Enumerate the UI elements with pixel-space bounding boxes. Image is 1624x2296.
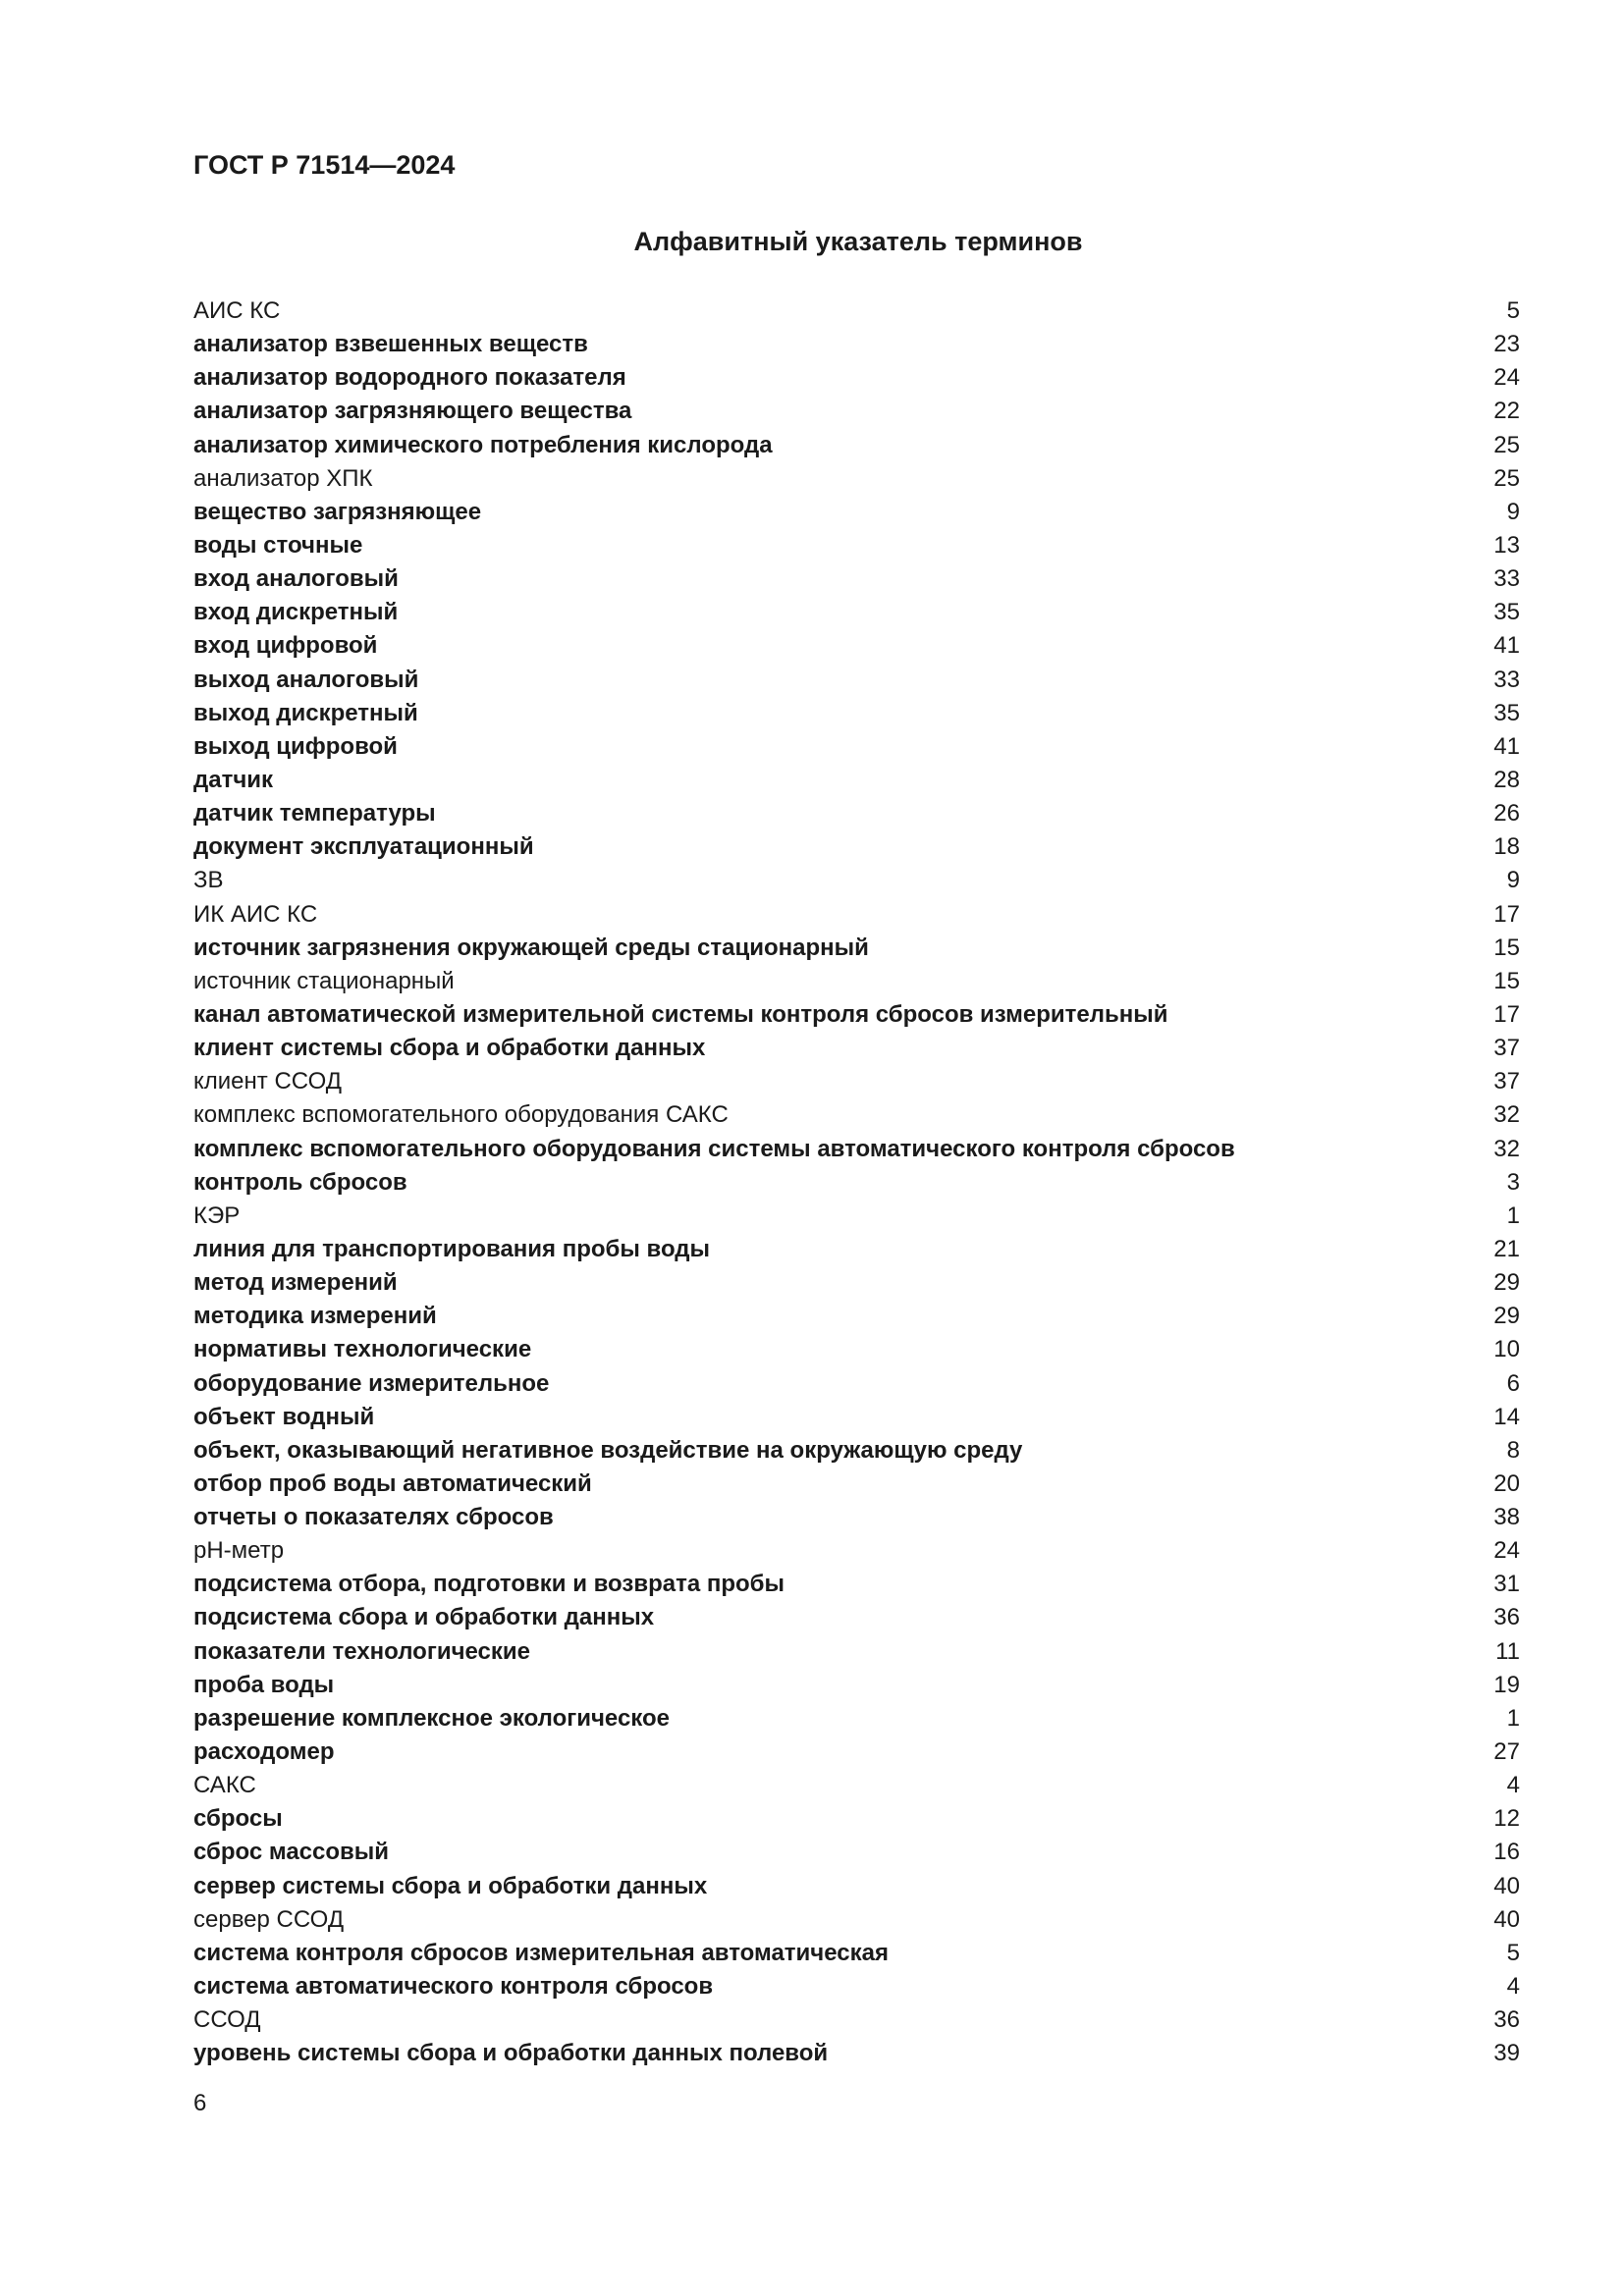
index-entry	[193, 1200, 1520, 1233]
index-entry	[193, 361, 1520, 395]
index-term: выход аналоговый	[193, 666, 419, 693]
index-term: разрешение комплексное экологическое	[193, 1704, 671, 1732]
index-term: вещество загрязняющее	[193, 498, 482, 525]
index-term: канал автоматической измерительной системы контроля сбросов измерительный	[193, 1000, 1168, 1028]
index-term: нормативы технологические	[193, 1336, 532, 1363]
index-entry	[193, 1300, 1520, 1333]
index-term: анализатор химического потребления кислорода	[193, 431, 773, 458]
index-term: воды сточные	[193, 531, 363, 559]
index-term: ИК АИС КС	[193, 900, 318, 928]
index-page-ref: 3	[1506, 1168, 1520, 1196]
index-entry	[193, 1970, 1520, 2003]
index-term: датчик	[193, 766, 274, 793]
index-page-ref: 33	[1493, 565, 1520, 593]
index-page-ref: 4	[1506, 1772, 1520, 1799]
index-term: метод измерений	[193, 1269, 398, 1297]
index-term: объект, оказывающий негативное воздействие на окружающую среду	[193, 1436, 1023, 1464]
index-term: оборудование измерительное	[193, 1369, 550, 1397]
index-entry	[193, 1601, 1520, 1634]
index-entry	[193, 1401, 1520, 1434]
index-term: выход цифровой	[193, 732, 398, 760]
index-page-ref: 29	[1493, 1303, 1520, 1330]
index-page-ref: 5	[1506, 297, 1520, 324]
index-term: линия для транспортирования пробы воды	[193, 1235, 711, 1262]
index-term: контроль сбросов	[193, 1168, 407, 1196]
index-term: ССОД	[193, 2006, 261, 2034]
index-term: pH-метр	[193, 1537, 285, 1565]
index-entry	[193, 294, 1520, 328]
index-page-ref: 37	[1493, 1035, 1520, 1062]
index-term: САКС	[193, 1772, 256, 1799]
index-term: подсистема отбора, подготовки и возврата пробы	[193, 1571, 785, 1598]
index-term: сервер системы сбора и обработки данных	[193, 1872, 708, 1899]
index-entry	[193, 596, 1520, 629]
index-entry	[193, 1836, 1520, 1869]
index-entry	[193, 1534, 1520, 1568]
index-term: анализатор водородного показателя	[193, 364, 626, 392]
index-entry	[193, 764, 1520, 797]
index-entry	[193, 797, 1520, 830]
index-term: подсистема сбора и обработки данных	[193, 1604, 655, 1631]
index-term: расходомер	[193, 1738, 335, 1766]
index-page-ref: 13	[1493, 531, 1520, 559]
index-page-ref: 1	[1506, 1201, 1520, 1229]
index-term: КЭР	[193, 1201, 241, 1229]
index-page-ref: 24	[1493, 1537, 1520, 1565]
index-term: отбор проб воды автоматический	[193, 1469, 592, 1497]
index-entry	[193, 730, 1520, 764]
index-page-ref: 36	[1493, 1604, 1520, 1631]
index-entry	[193, 462, 1520, 496]
index-entry	[193, 429, 1520, 462]
index-page-ref: 11	[1495, 1637, 1520, 1665]
index-page-ref: 25	[1493, 464, 1520, 492]
index-term: система автоматического контроля сбросов	[193, 1973, 714, 2001]
index-entry	[193, 1468, 1520, 1501]
index-entry	[193, 1065, 1520, 1098]
index-page-ref: 20	[1493, 1469, 1520, 1497]
index-term: отчеты о показателях сбросов	[193, 1504, 554, 1531]
index-page-ref: 33	[1493, 666, 1520, 693]
index-term: ЗВ	[193, 867, 224, 894]
index-entry	[193, 830, 1520, 864]
index-page-ref: 8	[1506, 1436, 1520, 1464]
index-page-ref: 25	[1493, 431, 1520, 458]
index-page-ref: 32	[1493, 1101, 1520, 1129]
index-entry	[193, 1166, 1520, 1200]
index-term: сбросы	[193, 1805, 283, 1833]
index-term: проба воды	[193, 1671, 335, 1698]
index-term: источник стационарный	[193, 967, 455, 994]
index-entry	[193, 529, 1520, 562]
index-page-ref: 9	[1506, 867, 1520, 894]
index-entry	[193, 998, 1520, 1032]
index-entry	[193, 1266, 1520, 1300]
index-entry	[193, 1635, 1520, 1669]
index-entry	[193, 1032, 1520, 1065]
index-page-ref: 36	[1493, 2006, 1520, 2034]
index-term: показатели технологические	[193, 1637, 530, 1665]
page-number: 6	[193, 2090, 207, 2116]
index-page-ref: 15	[1493, 934, 1520, 961]
index-page-ref: 35	[1493, 699, 1520, 726]
index-term: комплекс вспомогательного оборудования системы автоматического контроля сбросов	[193, 1135, 1235, 1162]
index-entry	[193, 1568, 1520, 1601]
index-page-ref: 39	[1493, 2040, 1520, 2067]
index-entry	[193, 697, 1520, 730]
index-entry	[193, 1501, 1520, 1534]
index-page-ref: 9	[1506, 498, 1520, 525]
index-term: сброс массовый	[193, 1839, 390, 1866]
index-entry	[193, 864, 1520, 897]
page-title: Алфавитный указатель терминов	[633, 227, 1083, 256]
index-term: объект водный	[193, 1403, 375, 1430]
index-term: вход дискретный	[193, 599, 399, 626]
index-term: анализатор ХПК	[193, 464, 373, 492]
index-term: комплекс вспомогательного оборудования САКС	[193, 1101, 729, 1129]
index-page-ref: 22	[1493, 398, 1520, 425]
index-entry	[193, 1669, 1520, 1702]
index-page-ref: 6	[1506, 1369, 1520, 1397]
index-term: вход аналоговый	[193, 565, 399, 593]
index-entry	[193, 664, 1520, 697]
index-term: клиент ССОД	[193, 1068, 342, 1095]
index-entry	[193, 1233, 1520, 1266]
index-entry	[193, 1434, 1520, 1468]
index-page-ref: 4	[1506, 1973, 1520, 2001]
index-entry	[193, 1735, 1520, 1769]
index-page-ref: 28	[1493, 766, 1520, 793]
index-entry	[193, 932, 1520, 965]
index-page-ref: 21	[1493, 1235, 1520, 1262]
index-term: сервер ССОД	[193, 1905, 345, 1933]
index-page-ref: 29	[1493, 1269, 1520, 1297]
index-term: клиент системы сбора и обработки данных	[193, 1035, 706, 1062]
index-page-ref: 41	[1493, 632, 1520, 660]
index-entry	[193, 1133, 1520, 1166]
index-entry	[193, 1333, 1520, 1366]
index-entry	[193, 328, 1520, 361]
index-page-ref: 18	[1493, 833, 1520, 861]
index-page-ref: 41	[1493, 732, 1520, 760]
index-page-ref: 10	[1493, 1336, 1520, 1363]
index-entry	[193, 1702, 1520, 1735]
index-term: выход дискретный	[193, 699, 418, 726]
index-entry	[193, 1802, 1520, 1836]
index-entry	[193, 1367, 1520, 1401]
index-page-ref: 17	[1493, 1000, 1520, 1028]
index-entry	[193, 2037, 1520, 2070]
index-term: датчик температуры	[193, 800, 436, 828]
index-term: АИС КС	[193, 297, 281, 324]
document-code: ГОСТ Р 71514—2024	[193, 150, 456, 180]
index-entry	[193, 898, 1520, 932]
index-term: уровень системы сбора и обработки данных полевой	[193, 2040, 829, 2067]
index-term: источник загрязнения окружающей среды стационарный	[193, 934, 869, 961]
index-page-ref: 19	[1493, 1671, 1520, 1698]
index-page-ref: 31	[1493, 1571, 1520, 1598]
term-index-list	[193, 294, 1520, 2070]
index-page-ref: 12	[1493, 1805, 1520, 1833]
index-page-ref: 14	[1493, 1403, 1520, 1430]
index-entry	[193, 1870, 1520, 1903]
index-page-ref: 27	[1493, 1738, 1520, 1766]
index-entry	[193, 2003, 1520, 2037]
index-page-ref: 35	[1493, 599, 1520, 626]
index-term: вход цифровой	[193, 632, 378, 660]
index-entry	[193, 1769, 1520, 1802]
index-term: анализатор загрязняющего вещества	[193, 398, 632, 425]
index-entry	[193, 496, 1520, 529]
index-term: документ эксплуатационный	[193, 833, 534, 861]
index-page-ref: 37	[1493, 1068, 1520, 1095]
index-entry	[193, 395, 1520, 428]
index-entry	[193, 1903, 1520, 1937]
index-entry	[193, 1098, 1520, 1132]
index-page-ref: 32	[1493, 1135, 1520, 1162]
index-term: система контроля сбросов измерительная автоматическая	[193, 1939, 889, 1966]
index-page-ref: 5	[1506, 1939, 1520, 1966]
index-page-ref: 40	[1493, 1872, 1520, 1899]
index-page-ref: 15	[1493, 967, 1520, 994]
index-page-ref: 40	[1493, 1905, 1520, 1933]
index-page-ref: 1	[1506, 1704, 1520, 1732]
index-entry	[193, 965, 1520, 998]
index-page-ref: 23	[1493, 331, 1520, 358]
index-entry	[193, 562, 1520, 596]
index-page-ref: 38	[1493, 1504, 1520, 1531]
index-page-ref: 16	[1493, 1839, 1520, 1866]
index-entry	[193, 1937, 1520, 1970]
index-page-ref: 17	[1493, 900, 1520, 928]
index-entry	[193, 629, 1520, 663]
index-page-ref: 24	[1493, 364, 1520, 392]
index-term: методика измерений	[193, 1303, 437, 1330]
index-page-ref: 26	[1493, 800, 1520, 828]
index-term: анализатор взвешенных веществ	[193, 331, 588, 358]
